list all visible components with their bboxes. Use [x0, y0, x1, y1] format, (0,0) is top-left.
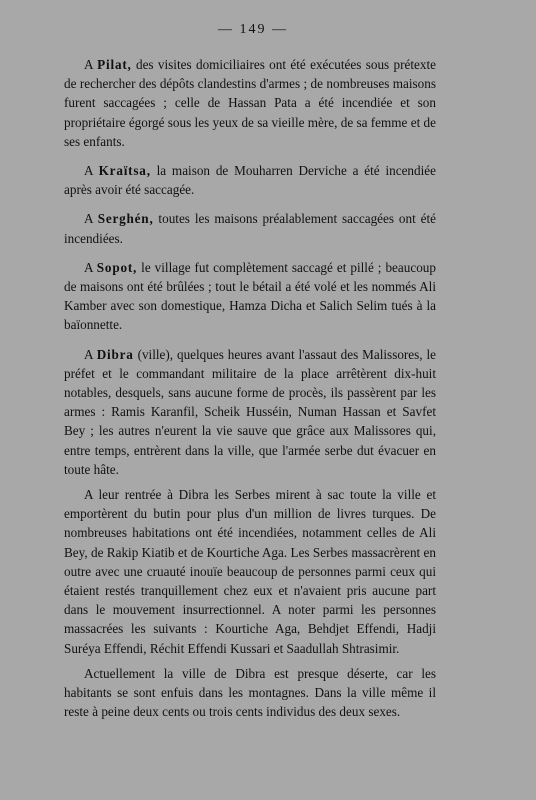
paragraph-lead: A	[84, 259, 97, 275]
place-name: Dibra	[96, 346, 134, 362]
paragraph-lead: A	[84, 346, 97, 362]
paragraph-serghen	[64, 209, 436, 247]
paragraph-lead: A	[84, 163, 99, 179]
paragraph-text: la maison de Mouharren Derviche a été incendiée après avoir été saccagée.	[64, 163, 436, 198]
paragraph-dibra-deserted	[64, 664, 436, 722]
place-name: Sopot,	[96, 259, 138, 275]
place-name: Kraïtsa,	[98, 163, 151, 179]
paragraph-serbes-return	[64, 485, 436, 658]
paragraph-lead: A	[84, 57, 98, 72]
paragraph-kraitsa	[64, 161, 436, 199]
paragraph-text: toutes les maisons préalablement saccagées ont été incendiées.	[64, 211, 437, 246]
page-number: — 149 —	[218, 22, 288, 37]
paragraph-pilat	[64, 55, 436, 151]
paragraph-text: A leur rentrée à Dibra les Serbes mirent à sac toute la ville et emportèrent du butin pour plus d'un million de livres turques. De nombreuses habitations ont été incendiées, notamment celles de Ali Bey, de Rakip Kiatib et de Kourtiche Aga. Les Serbes massacrèrent en outre avec une cruauté inouïe beaucoup de personnes parmi ceux qui étaient restés tranquillement chez eux et n'avaient pris aucune part dans le mouvement insurrectionnel. A noter parmi les personnes massacrées les suivants : Kourtiche Aga, Behdjet Effendi, Hadji Suréya Effendi, Réchit Effendi Kussari et Saadullah Shtrasimir.	[64, 487, 436, 656]
paragraph-sopot	[64, 258, 436, 335]
place-name: Serghén,	[97, 211, 154, 227]
paragraph-text: des visites domiciliaires ont été exécutées sous prétexte de rechercher des dépôts clandestins d'armes ; de nombreuses maisons furent saccagées ; celle de Hassan Pata a été incendiée et son propriétaire égorgé sous les yeux de sa vieille mère, de sa femme et de ses enfants.	[64, 57, 436, 149]
paragraph-text: le village fut complètement saccagé et pillé ; beaucoup de maisons ont été brûlées ; tout le bétail a été volé et les nommés Ali Kamber avec son domestique, Hamza Dicha et Salich Selim tués à la baïonnette.	[64, 259, 436, 333]
paragraph-text: Actuellement la ville de Dibra est presque déserte, car les habitants se sont enfuis dans les montagnes. Dans la ville même il reste à peine deux cents ou trois cents individus des deux sexes.	[64, 665, 436, 720]
place-name: Pilat,	[97, 57, 132, 72]
paragraph-text: (ville), quelques heures avant l'assaut des Malissores, le préfet et le commandant militaire de la place arrêtèrent dix-huit notables, desquels, sans aucune forme de procès, ils passèrent par les armes : Ramis Karanfil, Scheik Husséin, Numan Hassan et Savfet Bey ; les autres n'eurent la vie sauve que grâce aux Malissores qui, entre temps, entrèrent dans la ville, que l'armée serbe dut évacuer en toute hâte.	[64, 346, 436, 477]
paragraph-dibra	[64, 345, 436, 479]
paragraph-lead: A	[84, 211, 98, 227]
